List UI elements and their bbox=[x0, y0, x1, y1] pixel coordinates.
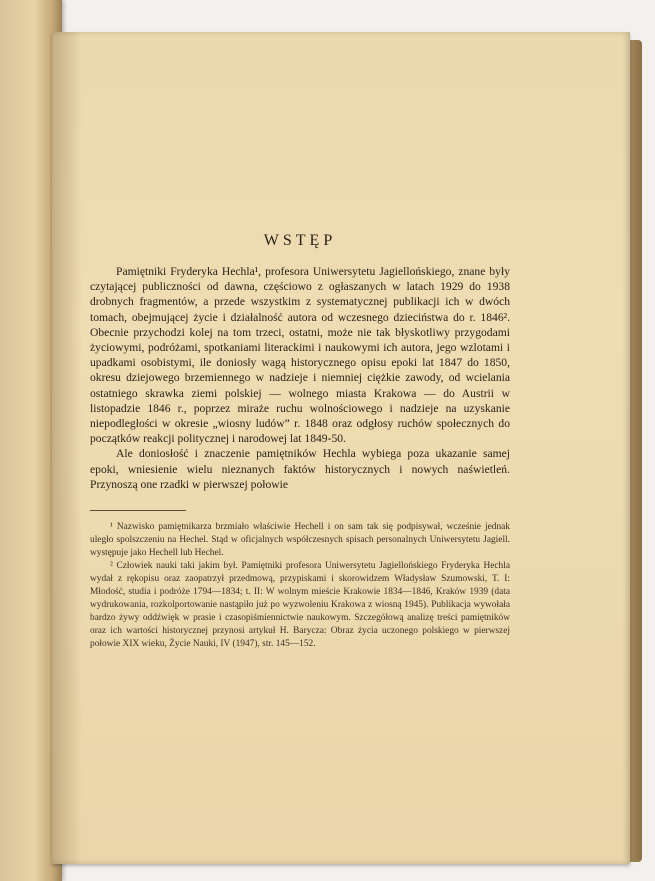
body-text bbox=[90, 264, 510, 492]
footnotes bbox=[90, 521, 510, 651]
paragraph-1: Pamiętniki Fryderyka Hechla¹, profesora Uniwersytetu Jagiellońskiego, znane były czytającej publiczności od dawna, częściowo z ogłaszanych w latach 1929 do 1938 drobnych fragmentów, a przede wszystkim z systematycznej publikacji ich w dwóch tomach, obejmującej życie i działalność autora od wczesnego dzieciństwa do r. 1846². Obecnie przychodzi kolej na tom trzeci, ostatni, może nie tak błyskotliwy przygodami życiowymi, podróżami, spotkaniami literackimi i naukowymi ich autora, jego wzlotami i upadkami osobistymi, ile doniosły wagą historycznego opisu epoki lat 1847 do 1850, okresu dziejowego brzemiennego w nadzieje i niemniej ciężkie zawody, od wcielania ostatniego skrawka ziemi polskiej — wolnego miasta Krakowa — do Austrii w listopadzie 1846 r., poprzez miraże ruchu wolnościowego i nadzieje na uzyskanie niepodległości w okresie „wiosny ludów” r. 1848 oraz odgłosy ruchów społecznych do początków reakcji politycznej i narodowej lat 1849-50. bbox=[90, 265, 510, 446]
page-title: WSTĘP bbox=[263, 232, 337, 249]
gutter-shadow bbox=[52, 32, 82, 864]
footnote-rule bbox=[90, 510, 186, 511]
paragraph-2: Ale doniosłość i znaczenie pamiętników Hechla wybiega poza ukazanie samej epoki, wniesienie wielu nieznanych faktów historycznych i nowych naświetleń. Przynoszą one rzadki w pierwszej połowie bbox=[90, 447, 510, 491]
footnote-2: ² Człowiek nauki taki jakim był. Pamiętniki profesora Uniwersytetu Jagiellońskiego Fryderyka Hechla wydał z rękopisu oraz zaopatrzył przedmową, przypiskami i skorowidzem Władysław Szumowski, T. I: Młodość, studia i podróże 1794—1834; t. II: W wolnym mieście Krakowie 1834—1846, Kraków 1939 (data wydrukowania, rozkolportowanie nastąpiło już po wyzwoleniu Krakowa z wiosną 1945). Publikacja wywołała bardzo żywy oddźwięk w prasie i czasopiśmiennictwie naukowym. Szczegółową analizę treści pamiętników oraz ich wartości historycznej przynosi artykuł H. Barycza: Obraz życia uczonego polskiego w pierwszej połowie XIX wieku, Życie Nauki, IV (1947), str. 145—152. bbox=[90, 561, 510, 650]
footnote-1: ¹ Nazwisko pamiętnikarza brzmiało właściwie Hechell i on sam tak się podpisywał, wcześnie jednak uległo spolszczeniu na Hechel. Stąd w oficjalnych współczesnych spisach personalnych Uniwersytetu Jagiell. występuje jako Hechell lub Hechel. bbox=[90, 522, 510, 559]
page-content bbox=[90, 232, 510, 651]
